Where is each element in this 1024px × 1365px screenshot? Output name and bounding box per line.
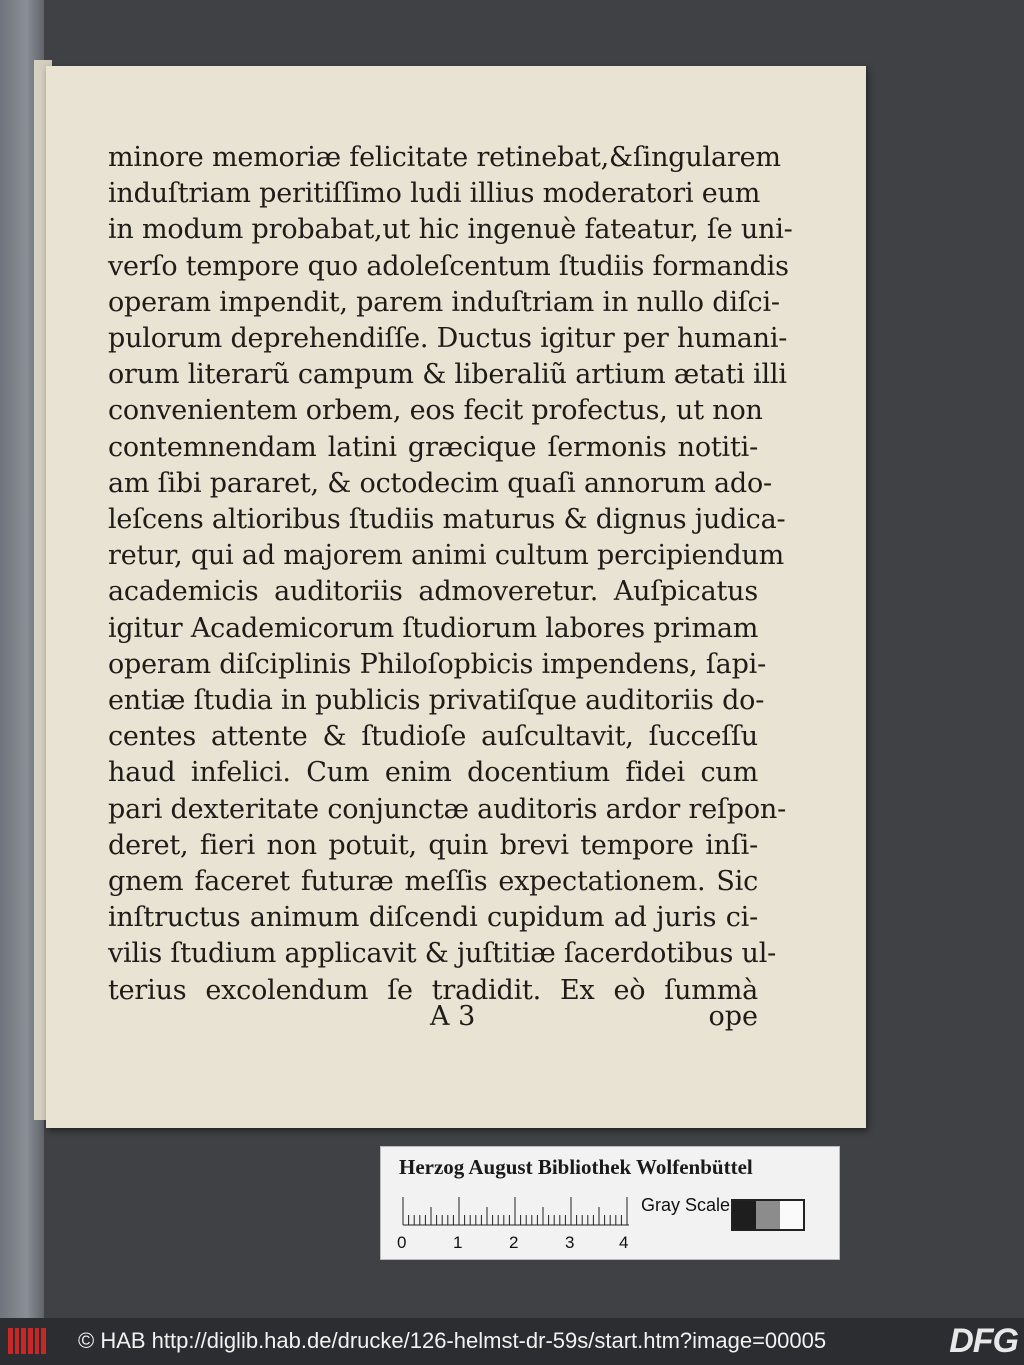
page-footer-line [108, 1001, 758, 1037]
text-line: induſtriam peritiſſimo ludi illius moderatori eum [108, 178, 761, 210]
page-text-block [108, 140, 793, 1009]
text-line: inſtructus animum diſcendi cupidum ad juris ci- [108, 902, 758, 934]
text-line: gnem faceret futuræ meſſis expectationem. Sic [108, 866, 758, 898]
gray-swatch [733, 1201, 756, 1229]
ruler-number: 3 [565, 1233, 575, 1252]
text-line: am ſibi pararet, & octodecim quaſi annorum ado- [108, 467, 772, 499]
copyright-url[interactable]: © HAB http://diglib.hab.de/drucke/126-helmst-dr-59s/start.htm?image=00005 [78, 1328, 827, 1353]
text-line: contemnendam latini græcique ſermonis notiti- [108, 431, 758, 463]
text-line: in modum probabat,ut hic ingenuè fateatur, ſe uni- [108, 214, 793, 246]
text-line: vilis ſtudium applicavit & juſtitiæ ſacerdotibus ul- [108, 938, 777, 970]
text-line: pari dexteritate conjunctæ auditoris ardor reſpon- [108, 793, 787, 825]
text-line: convenientem orbem, eos fecit profectus, ut non [108, 395, 763, 427]
text-line: igitur Academicorum ſtudiorum labores primam [108, 612, 759, 644]
text-line: operam diſciplinis Philoſopbicis impendens, ſapi- [108, 648, 767, 680]
text-line: haud infelici. Cum enim docentium fidei cum [108, 757, 758, 789]
dfg-logo: DFG [949, 1322, 1018, 1360]
ruler-number: 4 [619, 1233, 629, 1252]
text-line: entiæ ſtudia in publicis privatiſque auditoriis do- [108, 685, 765, 717]
text-line: minore memoriæ felicitate retinebat,&ſingularem [108, 142, 781, 173]
text-line: leſcens altioribus ſtudiis maturus & dignus judica- [108, 504, 786, 536]
text-line: operam impendit, parem induſtriam in nullo diſci- [108, 286, 780, 318]
text-line: academicis auditoriis admoveretur. Auſpicatus [108, 576, 758, 608]
text-line: terius excolendum ſe tradidit. Ex eò ſummà [108, 974, 758, 1006]
ruler-number: 2 [509, 1233, 519, 1252]
text-line: pulorum deprehendiſſe. Ductus igitur per humani- [108, 323, 788, 355]
gray-swatch [780, 1201, 803, 1229]
text-line: verſo tempore quo adoleſcentum ſtudiis formandis [108, 250, 789, 282]
signature-mark: A 3 [430, 1001, 476, 1032]
hab-logo-icon [8, 1328, 46, 1354]
text-line: centes attente & ſtudioſe auſcultavit, ſucceſſu [108, 721, 758, 753]
library-name: Herzog August Bibliothek Wolfenbüttel [399, 1155, 753, 1179]
ruler-number: 0 [397, 1233, 407, 1252]
text-line: retur, qui ad majorem animi cultum percipiendum [108, 540, 785, 572]
gray-scale-bar [731, 1199, 805, 1231]
catchword: ope [708, 1001, 758, 1032]
text-line: deret, fieri non potuit, quin brevi tempore inſi- [108, 829, 758, 861]
scale-ruler [401, 1195, 633, 1227]
book-page [46, 66, 866, 1128]
text-line: orum literarũ campum & liberaliũ artium ætati illi [108, 359, 787, 391]
ruler-number: 1 [453, 1233, 463, 1252]
gray-swatch [756, 1201, 779, 1229]
library-color-card [380, 1146, 840, 1260]
gray-scale-label: Gray Scale [641, 1195, 731, 1215]
viewer-footer [0, 1318, 1024, 1365]
